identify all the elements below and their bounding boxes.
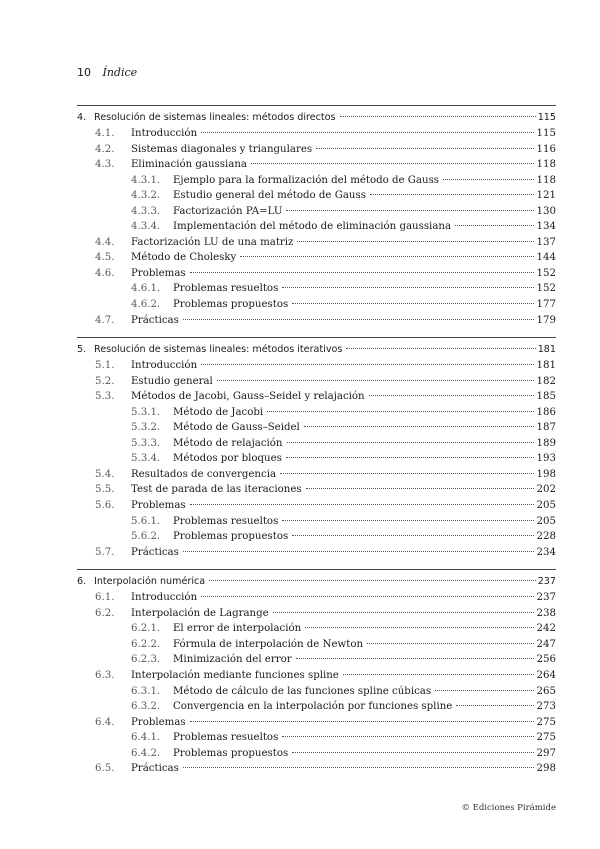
dot-leader [282,287,538,288]
entry-page: 237 [535,590,556,606]
entry-page: 118 [535,157,556,173]
dot-leader [292,752,538,753]
dot-leader [316,148,538,149]
entry-number: 6.1. [95,592,115,604]
dot-leader [292,303,538,304]
entry-number: 5.7. [95,546,115,558]
entry-number: 4.3.2. [131,190,161,202]
entry-number: 4.5. [95,252,115,264]
entry-page: 256 [535,652,556,668]
entry-page: 265 [535,684,556,700]
entry-number: 5.4. [95,468,115,480]
entry-page: 185 [535,389,556,405]
entry-title: Interpolación de Lagrange [131,606,271,622]
entry-page: 177 [535,297,556,313]
chapter-rule [77,105,556,106]
entry-title: Interpolación numérica [94,574,207,590]
subsection-entry [77,529,556,545]
entry-page: 115 [535,126,556,142]
dot-leader [240,256,538,257]
dot-leader [183,767,538,768]
entry-page: 182 [535,374,556,390]
entry-page: 181 [535,358,556,374]
entry-title: Prácticas [131,545,181,561]
subsection-entry [77,652,556,668]
entry-title: Prácticas [131,313,181,329]
entry-page: 189 [535,436,556,452]
entry-title: Método de cálculo de las funciones spline cúbicas [173,684,433,700]
dot-leader [455,225,538,226]
entry-page: 273 [535,699,556,715]
section-entry [77,545,556,561]
entry-number: 4.1. [95,128,115,139]
section-entry [77,126,556,142]
entry-title: Sistemas diagonales y triangulares [131,142,314,158]
section-entry [77,761,556,777]
subsection-entry [77,405,556,421]
entry-title: Problemas [131,266,188,282]
entry-title: Ejemplo para la formalización del método de Gauss [173,173,441,189]
entry-page: 242 [535,621,556,637]
entry-title: Problemas propuestos [173,297,290,313]
entry-number: 5.2. [95,375,115,387]
entry-number: 4.7. [95,314,115,326]
entry-page: 115 [536,110,556,126]
entry-page: 130 [535,204,556,220]
section-entry [77,606,556,622]
chapter-block [77,105,556,328]
entry-number: 6.2. [95,607,115,619]
entry-title: Introducción [131,358,199,374]
entry-number: 4.3.3. [131,205,161,217]
dot-leader [286,457,538,458]
entry-title: Método de relajación [173,436,285,452]
header-title: Índice [102,66,138,79]
entry-title: Resultados de convergencia [131,467,278,483]
entry-page: 179 [535,313,556,329]
entry-page: 298 [535,761,556,777]
entry-title: Problemas resueltos [173,281,280,297]
entry-title: Factorización LU de una matriz [131,235,295,251]
entry-title: Estudio general [131,374,215,390]
page-number: 10 [77,66,91,79]
subsection-entry [77,621,556,637]
entry-title: Introducción [131,126,199,142]
dot-leader [296,658,538,659]
entry-number: 4.3.4. [131,221,161,233]
section-entry [77,266,556,282]
dot-leader [201,596,538,597]
entry-number: 6.4. [95,716,115,728]
dot-leader [305,627,538,628]
dot-leader [367,643,538,644]
entry-page: 134 [535,219,556,235]
dot-leader [280,473,538,474]
page-header [77,66,137,79]
dot-leader [251,163,538,164]
subsection-entry [77,514,556,530]
dot-leader [217,380,538,381]
dot-leader [340,116,538,117]
dot-leader [190,721,538,722]
section-entry [77,235,556,251]
entry-title: Test de parada de las iteraciones [131,482,304,498]
entry-number: 6.2.3. [131,654,161,666]
section-entry [77,482,556,498]
dot-leader [201,132,538,133]
section-entry [77,157,556,173]
chapter-entry [77,574,556,590]
dot-leader [306,488,538,489]
dot-leader [287,442,538,443]
section-entry [77,668,556,684]
entry-number: 5.3.4. [131,453,161,465]
entry-page: 187 [535,420,556,436]
entry-title: Prácticas [131,761,181,777]
dot-leader [190,272,538,273]
subsection-entry [77,188,556,204]
entry-number: 6.3.2. [131,701,161,713]
entry-title: Interpolación mediante funciones spline [131,668,341,684]
dot-leader [369,395,538,396]
entry-title: Estudio general del método de Gauss [173,188,368,204]
entry-number: 4.3. [95,159,115,171]
section-entry [77,142,556,158]
entry-page: 198 [535,467,556,483]
subsection-entry [77,699,556,715]
entry-number: 6.4.2. [131,747,161,759]
dot-leader [190,504,538,505]
entry-title: El error de interpolación [173,621,303,637]
section-entry [77,467,556,483]
table-of-contents [77,105,556,786]
entry-title: Minimización del error [173,652,294,668]
dot-leader [435,690,538,691]
subsection-entry [77,746,556,762]
entry-page: 152 [535,266,556,282]
dot-leader [456,705,538,706]
entry-number: 4.4. [95,236,115,248]
subsection-entry [77,281,556,297]
dot-leader [292,535,538,536]
section-entry [77,250,556,266]
entry-page: 116 [535,142,556,158]
subsection-entry [77,684,556,700]
section-entry [77,313,556,329]
entry-number: 6.5. [95,763,115,775]
entry-page: 297 [535,746,556,762]
entry-number: 6.2.1. [131,623,161,635]
entry-page: 202 [535,482,556,498]
entry-number: 6.4.1. [131,732,161,744]
entry-page: 152 [535,281,556,297]
dot-leader [183,551,538,552]
entry-number: 6.3. [95,669,115,681]
entry-title: Problemas [131,498,188,514]
chapter-rule [77,337,556,338]
entry-title: Problemas propuestos [173,746,290,762]
entry-title: Fórmula de interpolación de Newton [173,637,365,653]
section-entry [77,590,556,606]
entry-title: Método de Jacobi [173,405,265,421]
dot-leader [201,364,538,365]
entry-title: Problemas resueltos [173,730,280,746]
section-entry [77,358,556,374]
subsection-entry [77,204,556,220]
section-entry [77,715,556,731]
entry-number: 5.3.1. [131,406,161,418]
entry-number: 4.3.1. [131,174,161,186]
entry-number: 4.2. [95,143,115,155]
dot-leader [343,674,538,675]
entry-title: Resolución de sistemas lineales: métodos directos [94,110,338,126]
publisher-footer: © Ediciones Pirámide [461,803,556,813]
subsection-entry [77,637,556,653]
subsection-entry [77,219,556,235]
entry-page: 264 [535,668,556,684]
subsection-entry [77,420,556,436]
entry-number: 4.6. [95,267,115,279]
dot-leader [282,736,538,737]
entry-page: 205 [535,514,556,530]
entry-page: 118 [535,173,556,189]
entry-title: Factorización PA=LU [173,204,284,220]
entry-title: Métodos de Jacobi, Gauss–Seidel y relajación [131,389,367,405]
entry-number: 5. [77,344,87,356]
entry-page: 193 [535,451,556,467]
chapter-entry [77,110,556,126]
entry-number: 6. [77,576,87,588]
entry-title: Método de Gauss–Seidel [173,420,302,436]
entry-title: Problemas resueltos [173,514,280,530]
entry-page: 238 [535,606,556,622]
entry-title: Implementación del método de eliminación gaussiana [173,219,453,235]
chapter-entry [77,342,556,358]
entry-page: 121 [535,188,556,204]
dot-leader [370,194,538,195]
dot-leader [346,348,538,349]
entry-number: 5.3.2. [131,422,161,434]
entry-number: 4. [77,112,87,123]
entry-title: Eliminación gaussiana [131,157,249,173]
entry-page: 234 [535,545,556,561]
entry-number: 4.6.2. [131,299,161,311]
entry-title: Problemas [131,715,188,731]
entry-page: 144 [535,250,556,266]
dot-leader [443,179,538,180]
entry-title: Método de Cholesky [131,250,238,266]
entry-title: Problemas propuestos [173,529,290,545]
entry-page: 247 [535,637,556,653]
dot-leader [267,411,538,412]
entry-number: 5.3.3. [131,437,161,449]
entry-number: 5.6.2. [131,531,161,543]
entry-number: 5.1. [95,360,115,372]
chapter-block [77,569,556,777]
entry-number: 6.2.2. [131,638,161,650]
entry-number: 5.3. [95,391,115,403]
subsection-entry [77,297,556,313]
entry-title: Introducción [131,590,199,606]
dot-leader [183,319,538,320]
entry-page: 186 [535,405,556,421]
entry-title: Resolución de sistemas lineales: métodos iterativos [94,342,344,358]
section-entry [77,389,556,405]
entry-page: 237 [536,574,556,590]
entry-page: 228 [535,529,556,545]
entry-page: 275 [535,730,556,746]
dot-leader [286,210,538,211]
dot-leader [209,580,538,581]
entry-title: Métodos por bloques [173,451,284,467]
section-entry [77,374,556,390]
dot-leader [273,612,538,613]
section-entry [77,498,556,514]
entry-page: 181 [536,342,556,358]
subsection-entry [77,451,556,467]
subsection-entry [77,173,556,189]
entry-page: 205 [535,498,556,514]
dot-leader [304,426,538,427]
entry-page: 275 [535,715,556,731]
entry-number: 4.6.1. [131,283,161,295]
entry-number: 6.3.1. [131,685,161,697]
chapter-rule [77,569,556,570]
entry-page: 137 [535,235,556,251]
entry-number: 5.5. [95,484,115,496]
chapter-block [77,337,556,560]
entry-title: Convergencia en la interpolación por funciones spline [173,699,454,715]
entry-number: 5.6. [95,500,115,512]
entry-number: 5.6.1. [131,515,161,527]
subsection-entry [77,730,556,746]
subsection-entry [77,436,556,452]
dot-leader [282,520,538,521]
dot-leader [297,241,538,242]
